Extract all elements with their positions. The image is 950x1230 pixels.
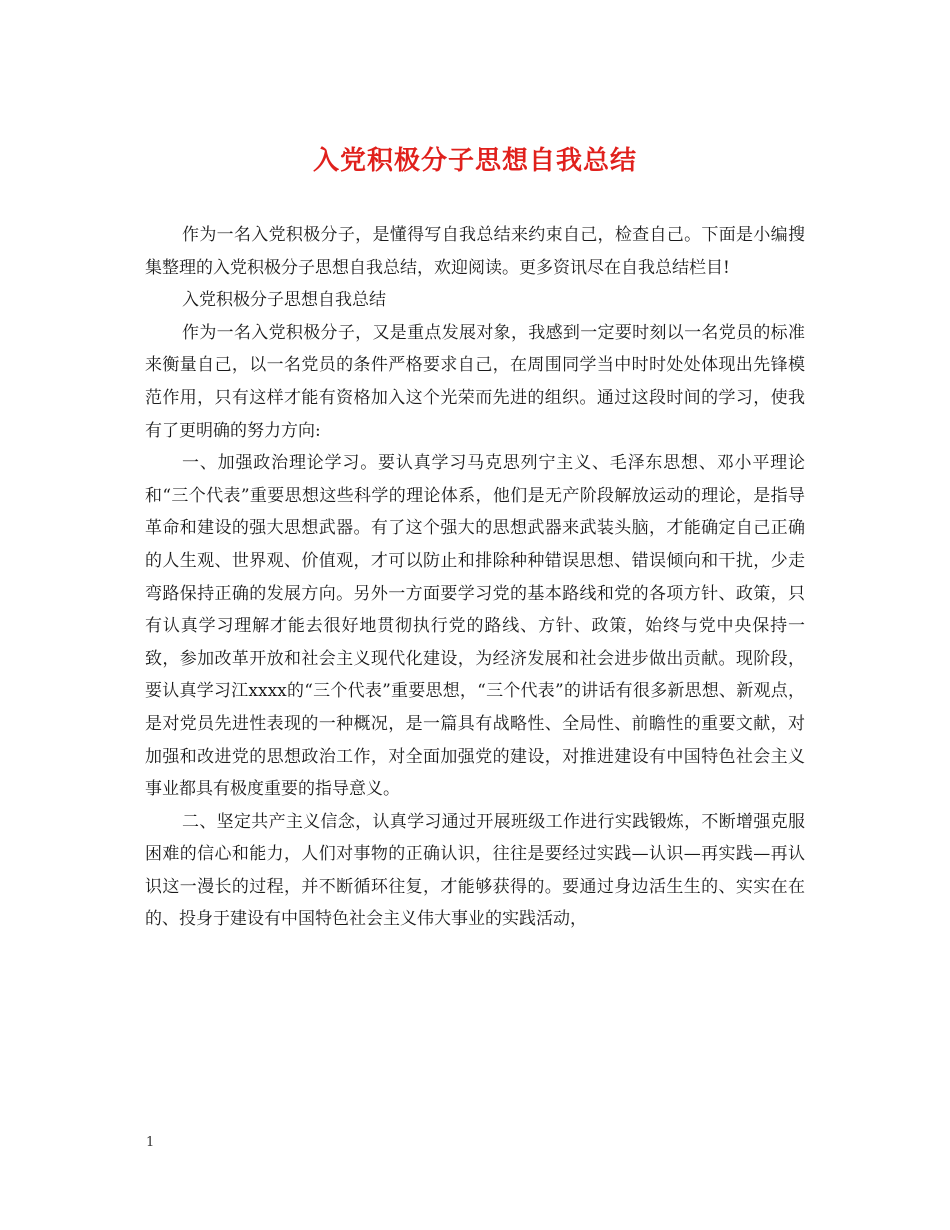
body-paragraph: 二、坚定共产主义信念，认真学习通过开展班级工作进行实践锻炼，不断增强克服困难的信心和能力，人们对事物的正确认识，往往是要经过实践—认识—再实践—再认识这一漫长的过程，并不断循环往复，才能够获得的。要通过身边活生生的、实实在在的、投身于建设有中国特色社会主义伟大事业的实践活动， <box>145 811 805 930</box>
intro-paragraph: 作为一名入党积极分子，是懂得写自我总结来约束自己，检查自己。下面是小编搜集整理的入党积极分子思想自我总结，欢迎阅读。更多资讯尽在自我总结栏目! <box>145 225 805 278</box>
document-title: 入党积极分子思想自我总结 <box>312 146 637 176</box>
section-heading: 入党积极分子思想自我总结 <box>182 290 386 311</box>
body-paragraph: 作为一名入党积极分子，又是重点发展对象，我感到一定要时刻以一名党员的标准来衡量自己，以一名党员的条件严格要求自己，在周围同学当中时时处处体现出先锋模范作用，只有这样才能有资格加入这个光荣而先进的组织。通过这段时间的学习，使我有了更明确的努力方向: <box>145 322 805 441</box>
page-number: 1 <box>146 1135 155 1150</box>
document-body <box>145 219 805 936</box>
body-paragraph: 一、加强政治理论学习。要认真学习马克思列宁主义、毛泽东思想、邓小平理论和“三个代表”重要思想这些科学的理论体系，他们是无产阶段解放运动的理论，是指导革命和建设的强大思想武器。有了这个强大的思想武器来武装头脑，才能确定自己正确的人生观、世界观、价值观，才可以防止和排除种种错误思想、错误倾向和干扰，少走弯路保持正确的发展方向。另外一方面要学习党的基本路线和党的各项方针、政策，只有认真学习理解才能去很好地贯彻执行党的路线、方针、政策，始终与党中央保持一致，参加改革开放和社会主义现代化建设，为经济发展和社会进步做出贡献。现阶段，要认真学习江xxxx的“三个代表”重要思想，“三个代表”的讲话有很多新思想、新观点，是对党员先进性表现的一种概况，是一篇具有战略性、全局性、前瞻性的重要文献，对加强和改进党的思想政治工作，对全面加强党的建设，对推进建设有中国特色社会主义事业都具有极度重要的指导意义。 <box>145 453 805 800</box>
